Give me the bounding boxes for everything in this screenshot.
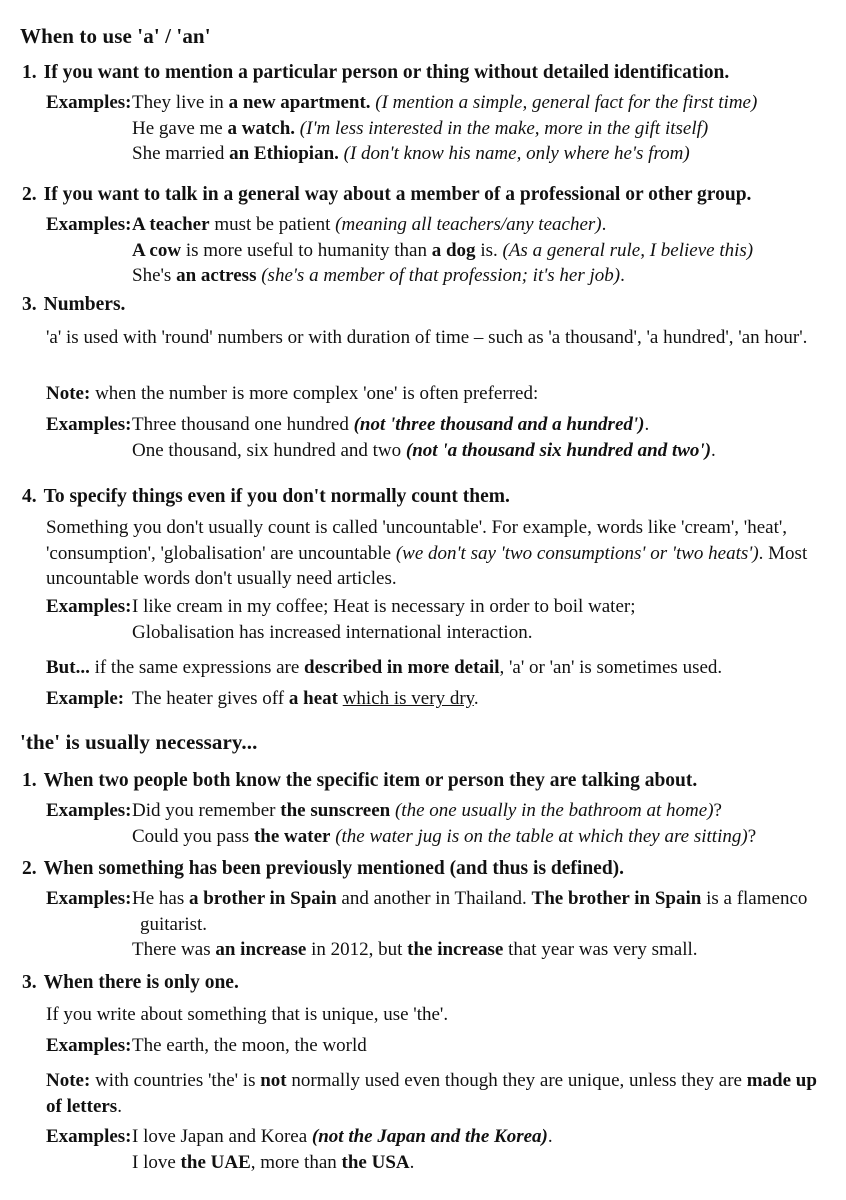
- but-paragraph: [46, 655, 834, 681]
- rule-title-text: Numbers.: [43, 294, 126, 315]
- note-bold: made up of letters: [46, 1070, 817, 1117]
- rule-body-text: 'a' is used with 'round' numbers or with duration of time – such as 'a thousand', 'a hundred', 'an hour'.: [46, 327, 808, 348]
- example-bold: a heat: [288, 688, 338, 709]
- example-bold: the increase: [407, 939, 504, 960]
- example-bold: the UAE: [180, 1151, 251, 1173]
- example-bold-italic: (not 'three thousand and a hundred'): [353, 414, 645, 435]
- note-plain: .: [117, 1095, 122, 1117]
- example-bold: a brother in Spain: [188, 888, 337, 909]
- example-plain: She married: [132, 143, 230, 164]
- example-plain: .: [620, 265, 625, 286]
- example-row: [132, 263, 836, 289]
- examples-block: [46, 1033, 836, 1059]
- example-text: [132, 90, 836, 116]
- example-row: Globalisation has increased international interaction.: [132, 621, 533, 643]
- example-plain: .: [644, 414, 650, 435]
- example-plain: .: [473, 688, 479, 709]
- examples-label: Examples:: [46, 800, 132, 821]
- example-plain: Three thousand one hundred: [132, 414, 354, 435]
- example-plain: He has: [132, 888, 189, 909]
- but-label: But...: [46, 657, 90, 678]
- note-text: when the number is more complex 'one' is often preferred:: [90, 383, 539, 404]
- examples-label: Examples:: [46, 92, 132, 113]
- example-bold: the water: [253, 825, 331, 847]
- example-text: [132, 1124, 836, 1150]
- note-bold: not: [260, 1070, 287, 1091]
- example-bold: a watch.: [227, 117, 296, 139]
- example-bold: the USA: [341, 1151, 410, 1173]
- examples-label: Examples:: [46, 596, 132, 617]
- example-underline: which is very dry: [342, 688, 474, 709]
- example-plain: is more useful to humanity than: [181, 239, 432, 261]
- section-heading-the: 'the' is usually necessary...: [20, 730, 258, 754]
- rule-item: [22, 292, 832, 317]
- note-label: Note:: [46, 1070, 91, 1091]
- example-row: [46, 886, 836, 912]
- rule-number: 2.: [22, 858, 37, 879]
- rule-body-text: [46, 515, 830, 592]
- note-plain: with countries 'the' is: [90, 1070, 261, 1091]
- example-plain: There was: [132, 939, 216, 960]
- body-plain: . Most uncountable words don't usually need articles.: [46, 542, 808, 589]
- rule-title-text: When there is only one.: [43, 972, 239, 993]
- example-plain: is.: [475, 239, 503, 261]
- example-plain: .: [601, 214, 607, 235]
- rule-number: 3.: [22, 972, 37, 993]
- rule-title-text: To specify things even if you don't normally count them.: [43, 486, 510, 507]
- examples-block: [46, 1124, 836, 1175]
- example-plain: I love Japan and Korea: [132, 1126, 312, 1147]
- example-plain: that year was very small.: [503, 939, 698, 960]
- body-italic: (we don't say 'two consumptions' or 'two heats'): [395, 542, 759, 564]
- example-row: [46, 1124, 836, 1150]
- example-italic: (meaning all teachers/any teacher): [335, 214, 602, 235]
- example-italic: (she's a member of that profession; it's her job): [261, 265, 621, 286]
- example-plain: She's: [132, 265, 177, 286]
- example-italic: (As a general rule, I believe this): [502, 239, 754, 261]
- rule-title: [22, 292, 832, 317]
- example-italic: (the water jug is on the table at which they are sitting): [335, 825, 748, 847]
- rule-title: [22, 484, 832, 509]
- example-bold-italic: (not the Japan and the Korea): [311, 1126, 548, 1147]
- rule-item: [22, 856, 832, 881]
- rule-title: [22, 768, 832, 793]
- example-bold: a dog: [431, 239, 476, 261]
- rule-title: [22, 856, 832, 881]
- example-text: [132, 686, 836, 712]
- example-row: [132, 116, 836, 142]
- example-text: I like cream in my coffee; Heat is necessary in order to boil water;: [132, 596, 636, 617]
- example-continuation: guitarist.: [140, 913, 208, 935]
- rule-item: [22, 60, 832, 85]
- body-plain: Something you don't usually count is called 'uncountable'. For example, words like 'cream', 'heat', 'consumption', 'globalisation' are uncountable: [46, 517, 788, 564]
- example-row: [132, 824, 836, 850]
- rule-item: [22, 182, 832, 207]
- note-label: Note:: [46, 383, 91, 404]
- example-row: [132, 141, 836, 167]
- example-plain: , more than: [250, 1151, 342, 1173]
- example-plain: .: [547, 1126, 553, 1147]
- example-plain: .: [409, 1151, 415, 1173]
- example-bold: A cow: [132, 239, 182, 261]
- section-heading-a-an: When to use 'a' / 'an': [20, 24, 211, 48]
- example-bold: an Ethiopian.: [229, 143, 339, 164]
- example-text: The earth, the moon, the world: [132, 1035, 367, 1056]
- examples-block: [46, 412, 836, 463]
- example-row: [46, 594, 836, 620]
- example-plain: must be patient: [209, 214, 336, 235]
- examples-label: Examples:: [46, 1126, 132, 1147]
- example-bold: a new apartment.: [228, 92, 371, 113]
- rule-title: [22, 182, 832, 207]
- example-plain: One thousand, six hundred and two: [132, 439, 406, 461]
- rule-number: 4.: [22, 486, 37, 507]
- example-row: [132, 1150, 836, 1176]
- example-text: [132, 798, 836, 824]
- example-row: [46, 798, 836, 824]
- rule-title-text: When two people both know the specific item or person they are talking about.: [43, 770, 698, 791]
- example-bold: The brother in Spain: [531, 888, 702, 909]
- note-plain: normally used even though they are unique, unless they are: [286, 1070, 747, 1091]
- rule-number: 3.: [22, 294, 37, 315]
- example-row: [46, 212, 836, 238]
- rule-title: [22, 970, 832, 995]
- example-plain: .: [711, 439, 716, 461]
- example-plain: Did you remember: [132, 800, 281, 821]
- example-plain: They live in: [132, 92, 229, 113]
- rule-number: 1.: [22, 62, 37, 83]
- example-italic: (the one usually in the bathroom at home): [394, 800, 714, 821]
- note-paragraph: [46, 381, 834, 407]
- rule-title: [22, 60, 832, 85]
- example-text: [132, 412, 836, 438]
- example-row: [46, 1033, 836, 1059]
- rule-number: 1.: [22, 770, 37, 791]
- example-row: [46, 412, 836, 438]
- example-plain: The heater gives off: [132, 688, 289, 709]
- example-italic: (I don't know his name, only where he's from): [338, 143, 690, 164]
- rule-title-text: When something has been previously mentioned (and thus is defined).: [43, 858, 625, 879]
- example-bold: an increase: [215, 939, 307, 960]
- example-plain: ?: [713, 800, 722, 821]
- example-italic: (I'm less interested in the make, more in the gift itself): [295, 117, 709, 139]
- example-plain: is a flamenco: [701, 888, 808, 909]
- rule-item: [22, 484, 832, 509]
- but-plain: if the same expressions are: [89, 657, 305, 678]
- examples-label: Examples:: [46, 414, 132, 435]
- example-plain: He gave me: [132, 117, 228, 139]
- example-bold: an actress: [176, 265, 257, 286]
- examples-block: [46, 886, 836, 963]
- examples-block: [46, 798, 836, 849]
- rule-title-text: If you want to mention a particular person or thing without detailed identification.: [43, 62, 730, 83]
- example-plain: I love: [132, 1151, 181, 1173]
- rule-title-text: If you want to talk in a general way about a member of a professional or other group.: [43, 184, 752, 205]
- example-italic: (I mention a simple, general fact for the first time): [370, 92, 758, 113]
- example-plain: ?: [747, 825, 757, 847]
- example-row: [46, 686, 836, 712]
- examples-label: Examples:: [46, 1035, 132, 1056]
- examples-label: Examples:: [46, 214, 132, 235]
- examples-block: [46, 212, 836, 289]
- rule-item: [22, 768, 832, 793]
- example-text: [132, 886, 836, 912]
- rule-number: 2.: [22, 184, 37, 205]
- example-plain: and another in Thailand.: [336, 888, 532, 909]
- example-text: [132, 212, 836, 238]
- example-bold: A teacher: [132, 214, 210, 235]
- examples-block: [46, 686, 836, 712]
- example-label: Example:: [46, 688, 125, 709]
- example-row: [132, 438, 836, 464]
- note-paragraph: [46, 1068, 834, 1119]
- but-plain: , 'a' or 'an' is sometimes used.: [499, 657, 723, 678]
- example-row: [46, 90, 836, 116]
- examples-label: Examples:: [46, 888, 132, 909]
- but-bold: described in more detail: [304, 657, 500, 678]
- rule-item: [22, 970, 832, 995]
- example-bold-italic: (not 'a thousand six hundred and two'): [405, 439, 712, 461]
- example-row: [132, 238, 836, 264]
- examples-block: [46, 90, 836, 167]
- rule-body-text: If you write about something that is unique, use 'the'.: [46, 1004, 449, 1025]
- examples-block: [46, 594, 836, 645]
- example-row: [132, 937, 836, 963]
- example-plain: Could you pass: [132, 825, 254, 847]
- example-plain: in 2012, but: [306, 939, 408, 960]
- example-bold: the sunscreen: [280, 800, 391, 821]
